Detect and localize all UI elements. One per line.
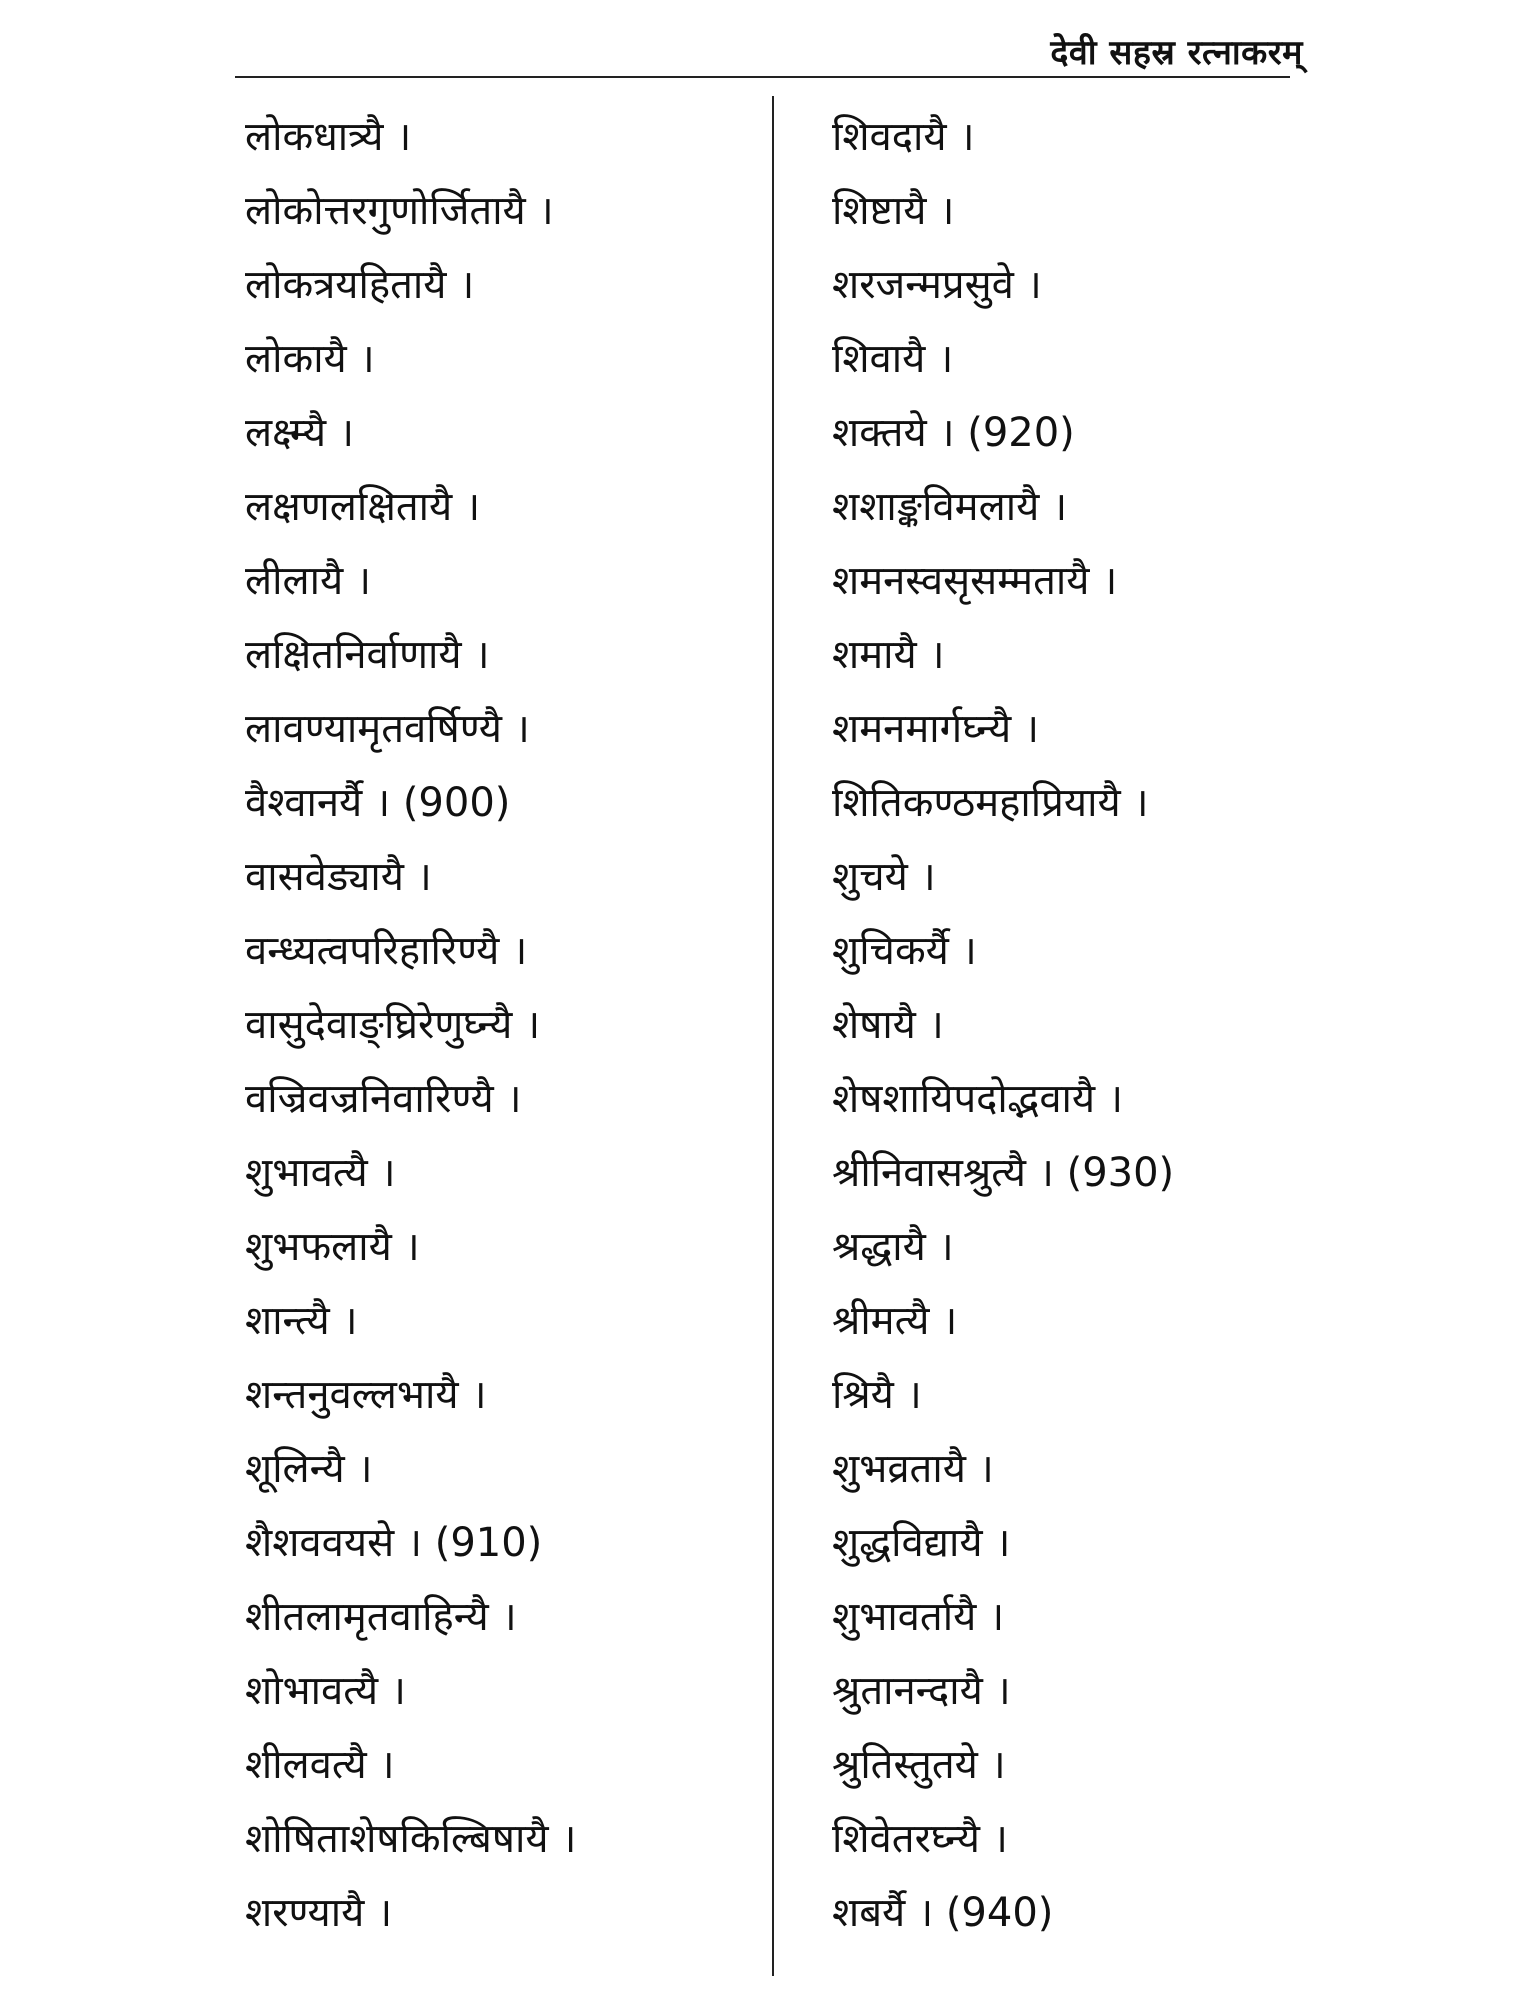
name-entry: वासुदेवाङ्घ्रिरेणुघ्न्यै ।: [245, 1002, 541, 1048]
name-entry: शुद्धविद्यायै ।: [832, 1520, 1011, 1566]
name-entry: श्रद्धायै ।: [832, 1224, 954, 1270]
name-entry: शीलवत्यै ।: [245, 1742, 395, 1788]
name-entry: शुभफलायै ।: [245, 1224, 420, 1270]
name-entry: शमनस्वसृसम्मतायै ।: [832, 558, 1118, 604]
name-entry: शुचिकर्यै ।: [832, 928, 977, 974]
name-entry: शेषायै ।: [832, 1002, 944, 1048]
name-entry: लक्ष्म्यै ।: [245, 410, 354, 456]
name-entry: शीतलामृतवाहिन्यै ।: [245, 1594, 517, 1640]
name-entry: शशाङ्कविमलायै ।: [832, 484, 1068, 530]
name-entry: शक्तये । (920): [832, 410, 1075, 456]
header-rule: [235, 76, 1290, 78]
name-entry: श्रियै ।: [832, 1372, 922, 1418]
name-entry: वन्ध्यत्वपरिहारिण्यै ।: [245, 928, 528, 974]
name-entry: शुभव्रतायै ।: [832, 1446, 994, 1492]
name-entry: शुभावत्यै ।: [245, 1150, 396, 1196]
column-divider: [772, 96, 774, 1976]
name-entry: शमायै ।: [832, 632, 945, 678]
name-entry: शमनमार्गघ्न्यै ।: [832, 706, 1040, 752]
right-column: [832, 100, 1174, 1950]
name-entry: वज्रिवज्रनिवारिण्यै ।: [245, 1076, 522, 1122]
name-entry: शितिकण्ठमहाप्रियायै ।: [832, 780, 1149, 826]
name-entry: लक्षितनिर्वाणायै ।: [245, 632, 490, 678]
name-entry: शोभावत्यै ।: [245, 1668, 406, 1714]
name-entry: लोकोत्तरगुणोर्जितायै ।: [245, 188, 554, 234]
name-entry: शन्तनुवल्लभायै ।: [245, 1372, 487, 1418]
name-entry: शिवायै ।: [832, 336, 954, 382]
name-entry: श्रीनिवासश्रुत्यै । (930): [832, 1150, 1175, 1196]
name-entry: शैशववयसे । (910): [245, 1520, 543, 1566]
name-entry: शोषिताशेषकिल्बिषायै ।: [245, 1816, 577, 1862]
name-entry: शरजन्मप्रसुवे ।: [832, 262, 1042, 308]
name-entry: वैश्वानर्यै । (900): [245, 780, 511, 826]
name-entry: शरण्यायै ।: [245, 1890, 393, 1936]
name-entry: शिवदायै ।: [832, 114, 975, 160]
page-header-title: देवी सहस्र रत्नाकरम्: [1050, 33, 1303, 73]
name-entry: श्रुतानन्दायै ।: [832, 1668, 1011, 1714]
name-entry: शिवेतरघ्न्यै ।: [832, 1816, 1008, 1862]
name-entry: शूलिन्यै ।: [245, 1446, 373, 1492]
name-entry: शुचये ।: [832, 854, 936, 900]
name-entry: वासवेड्यायै ।: [245, 854, 432, 900]
name-entry: शबर्यै । (940): [832, 1890, 1054, 1936]
name-entry: शेषशायिपदोद्भवायै ।: [832, 1076, 1123, 1122]
name-entry: लावण्यामृतवर्षिण्यै ।: [245, 706, 530, 752]
name-entry: लीलायै ।: [245, 558, 372, 604]
name-entry: शान्त्यै ।: [245, 1298, 358, 1344]
name-entry: श्रीमत्यै ।: [832, 1298, 958, 1344]
name-entry: श्रुतिस्तुतये ।: [832, 1742, 1006, 1788]
name-entry: शुभावर्तायै ।: [832, 1594, 1005, 1640]
name-entry: लोकधात्र्यै ।: [245, 114, 412, 160]
name-entry: लोकायै ।: [245, 336, 375, 382]
name-entry: शिष्टायै ।: [832, 188, 955, 234]
name-entry: लक्षणलक्षितायै ।: [245, 484, 481, 530]
name-entry: लोकत्रयहितायै ।: [245, 262, 475, 308]
left-column: [245, 100, 576, 1950]
